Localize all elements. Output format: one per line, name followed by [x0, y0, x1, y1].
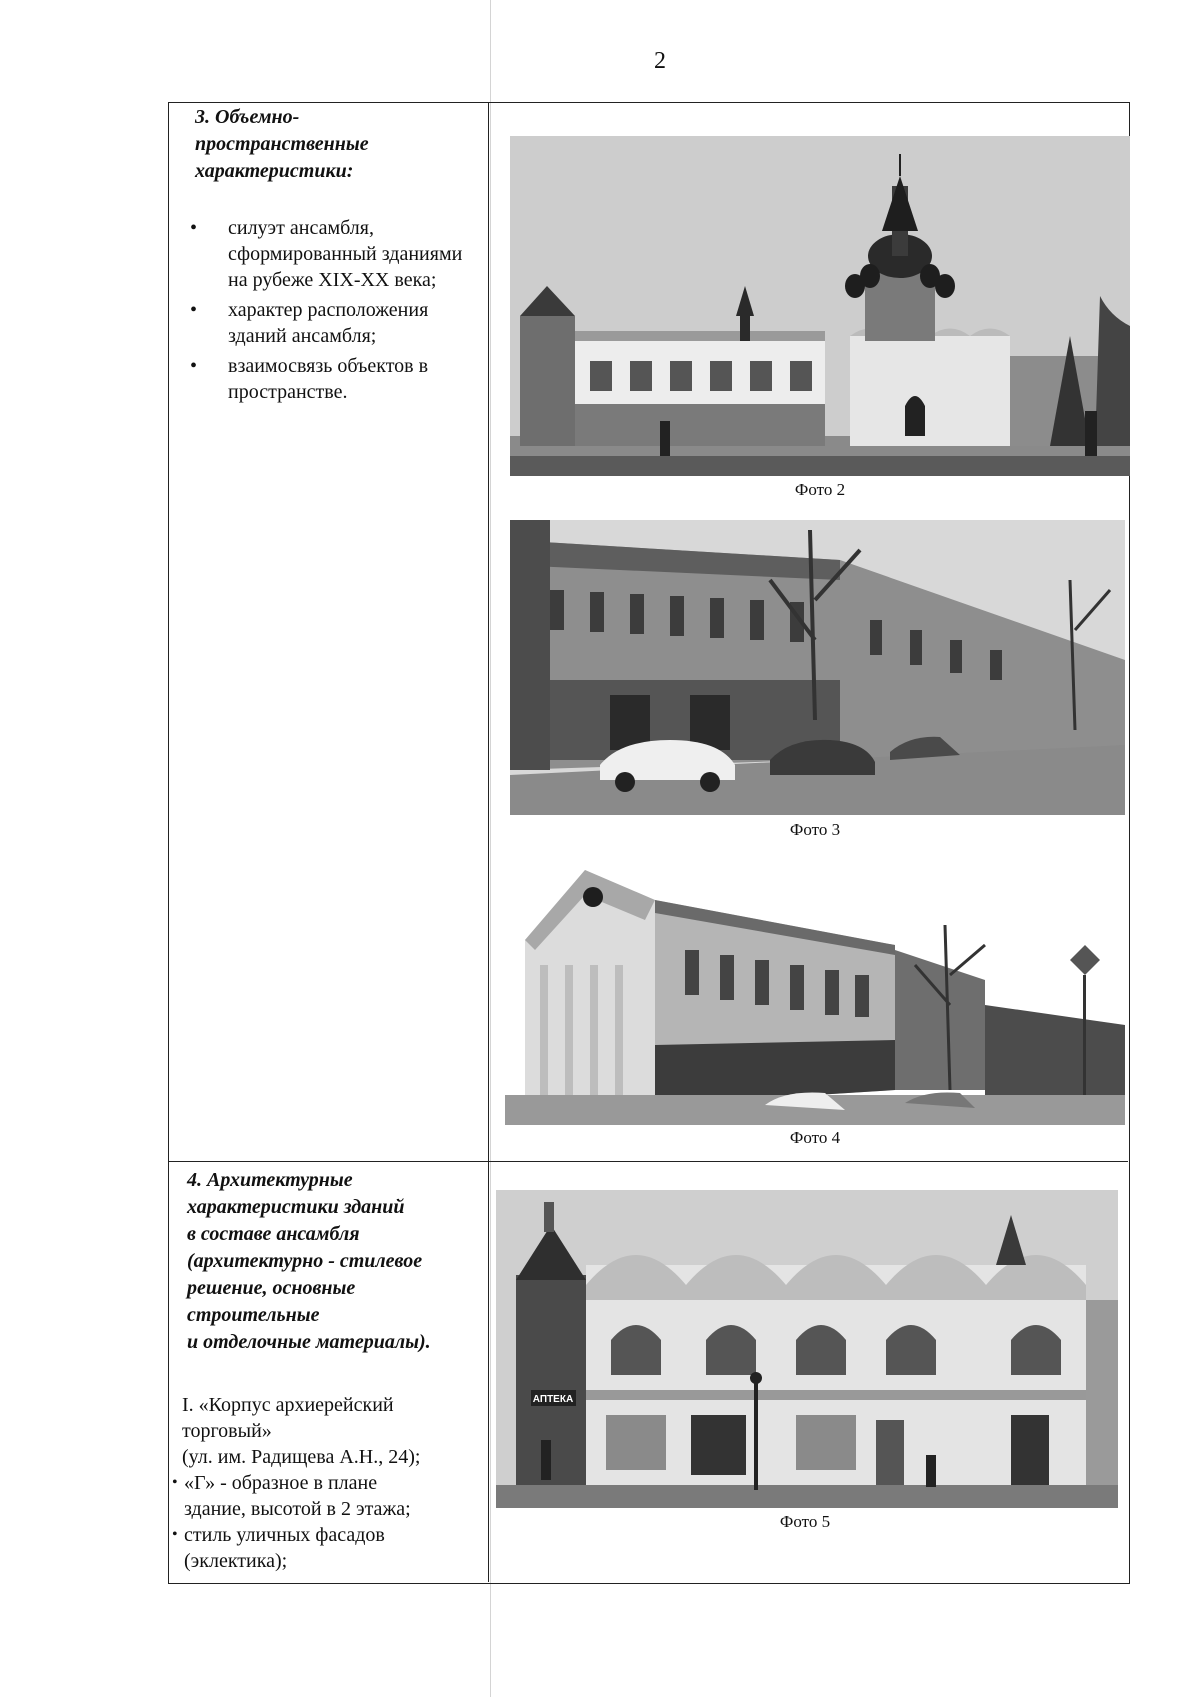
section4-heading-line: в составе ансамбля [187, 1223, 360, 1245]
church-ensemble-picture [510, 136, 1130, 476]
photo-2-caption: Фото 2 [794, 480, 846, 499]
page-number: 2 [654, 48, 666, 74]
photo-5-caption: Фото 5 [779, 1512, 831, 1531]
section3-bullet-list [190, 215, 480, 409]
list-item: • характер расположения зданий ансамбля; [190, 297, 480, 349]
section4-heading-line: характеристики зданий [187, 1196, 405, 1218]
merchant-building-picture [496, 1190, 1118, 1508]
section3-heading [195, 104, 369, 185]
section4-item-line: торговый» [182, 1420, 272, 1442]
photo-3 [510, 520, 1125, 815]
section4-item [182, 1392, 420, 1470]
section3-heading-line: пространственные [195, 133, 369, 155]
list-item: • силуэт ансамбля, сформированный зданиями на рубеже XIX-XX века; [190, 215, 480, 293]
section4-heading-line: 4. Архитектурные [187, 1169, 353, 1191]
pharmacy-sign: АПТЕКА [532, 1394, 574, 1405]
section4-heading-line: решение, основные [187, 1277, 356, 1299]
list-item-continuation: (эклектика); [184, 1550, 288, 1572]
section4-item-line: (ул. им. Радищева А.Н., 24); [182, 1446, 421, 1468]
table-column-divider [488, 102, 489, 1582]
section3-heading-line: характеристики: [195, 160, 354, 182]
section4-item-line: I. «Корпус архиерейский [182, 1394, 394, 1416]
list-item-continuation: здание, высотой в 2 этажа; [184, 1498, 411, 1520]
list-item: • «Г» - образное в плане [172, 1470, 411, 1496]
section4-heading-line: строительные [187, 1304, 320, 1326]
photo-5 [496, 1190, 1118, 1508]
section4-bullet-list [172, 1470, 411, 1574]
section3-heading-line: 3. Объемно- [195, 106, 300, 128]
photo-4-caption: Фото 4 [789, 1128, 841, 1147]
corner-building-picture [505, 865, 1125, 1125]
photo-4 [505, 865, 1125, 1125]
section4-heading [187, 1167, 431, 1356]
section4-heading-line: (архитектурно - стилевое [187, 1250, 423, 1272]
street-facades-picture [510, 520, 1125, 815]
list-item: • взаимосвязь объектов в пространстве. [190, 353, 480, 405]
table-row-divider [168, 1161, 1128, 1162]
photo-2 [510, 136, 1130, 476]
section4-heading-line: и отделочные материалы). [187, 1331, 431, 1353]
photo-3-caption: Фото 3 [789, 820, 841, 839]
list-item: • стиль уличных фасадов [172, 1522, 411, 1548]
